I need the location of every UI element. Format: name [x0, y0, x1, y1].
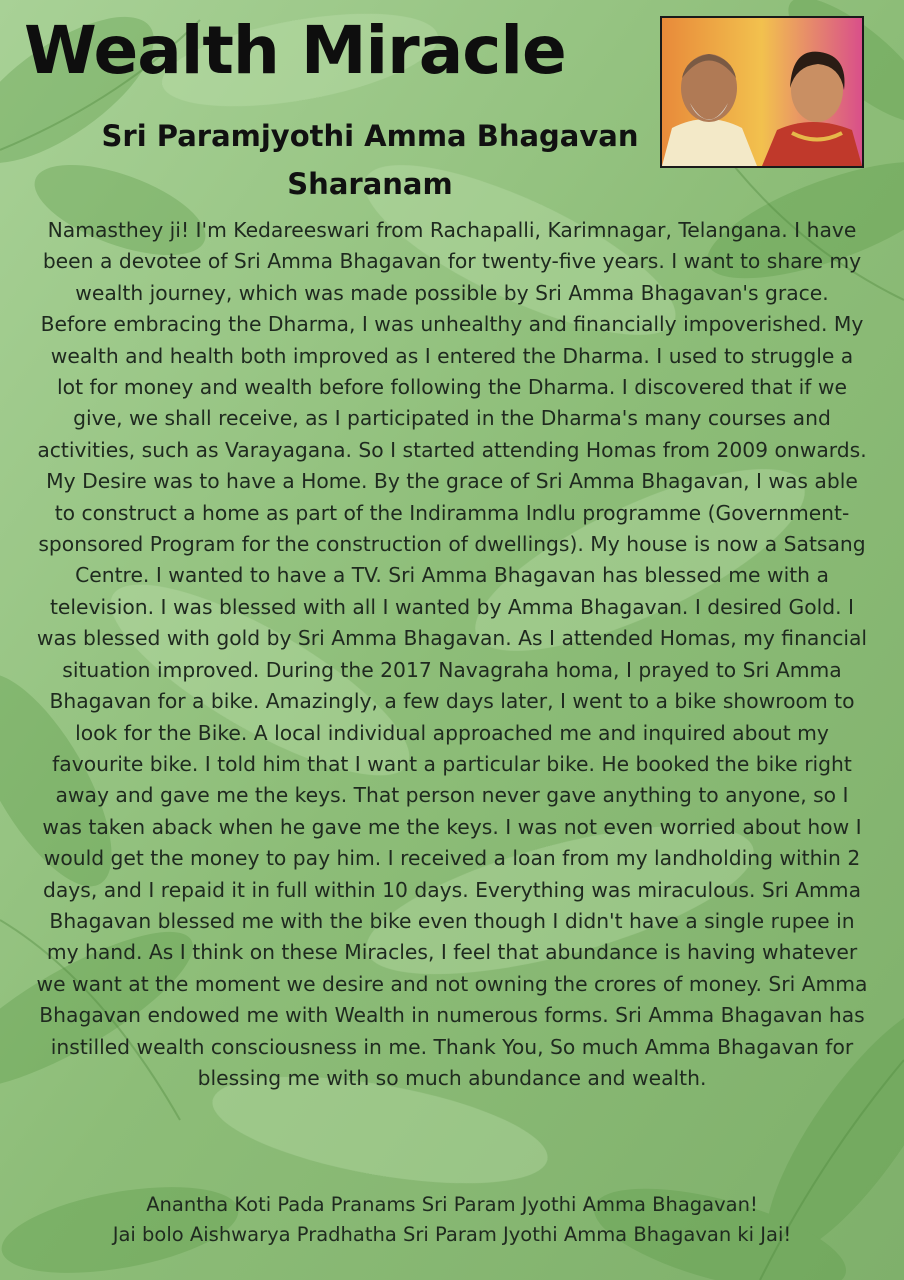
page-title: Wealth Miracle — [24, 12, 566, 89]
closing-line-2: Jai bolo Aishwarya Pradhatha Sri Param Jyothi Amma Bhagavan ki Jai! — [112, 1223, 792, 1246]
closing-line-1: Anantha Koti Pada Pranams Sri Param Jyothi Amma Bhagavan! — [146, 1193, 758, 1216]
photo-icon — [662, 18, 862, 166]
closing-blessing — [36, 1190, 868, 1250]
testimony-paragraph: Namasthey ji! I'm Kedareeswari from Rachapalli, Karimnagar, Telangana. I have been a devotee of Sri Amma Bhagavan for twenty-five years. I want to share my wealth journey, which was made possible by Sri Amma Bhagavan's grace. — [42, 218, 862, 305]
devotional-photo — [660, 16, 864, 168]
testimony-text — [36, 215, 868, 1094]
testimony-paragraph: Before embracing the Dharma, I was unhealthy and financially impoverished. My wealth and health both improved as I entered the Dharma. I used to struggle a lot for money and wealth before following the Dharma. I discovered that if we give, we shall receive, as I participated in the Dharma's many courses and activities, such as Varayagana. So I started attending Homas from 2009 onwards. My Desire was to have a Home. By the grace of Sri Amma Bhagavan, I was able to construct a home as part of the Indiramma Indlu programme (Government-sponsored Program for the construction of dwellings). My house is now a Satsang Centre. I wanted to have a TV. Sri Amma Bhagavan has blessed me with a television. I was blessed with all I wanted by Amma Bhagavan. I desired Gold. I was blessed with gold by Sri Amma Bhagavan. As I attended Homas, my financial situation improved. During the 2017 Navagraha homa, I prayed to Sri Amma Bhagavan for a bike. Amazingly, a few days later, I went to a bike showroom to look for the Bike. A local individual approached me and inquired about my favourite bike. I told him that I want a particular bike. He booked the bike right away and gave me the keys. That person never gave anything to anyone, so I was taken aback when he gave me the keys. I was not even worried about how I would get the money to pay him. I received a loan from my landholding within 2 days, and I repaid it in full within 10 days. Everything was miraculous. Sri Amma Bhagavan blessed me with the bike even though I didn't have a single rupee in my hand. As I think on these Miracles, I feel that abundance is having whatever we want at the moment we desire and not owning the crores of money. Sri Amma Bhagavan endowed me with Wealth in numerous forms. Sri Amma Bhagavan has instilled wealth consciousness in me. Thank You, So much Amma Bhagavan for blessing me with so much abundance and wealth. — [36, 312, 868, 1090]
page-subtitle: Sri Paramjyothi Amma Bhagavan Sharanam — [101, 119, 639, 201]
